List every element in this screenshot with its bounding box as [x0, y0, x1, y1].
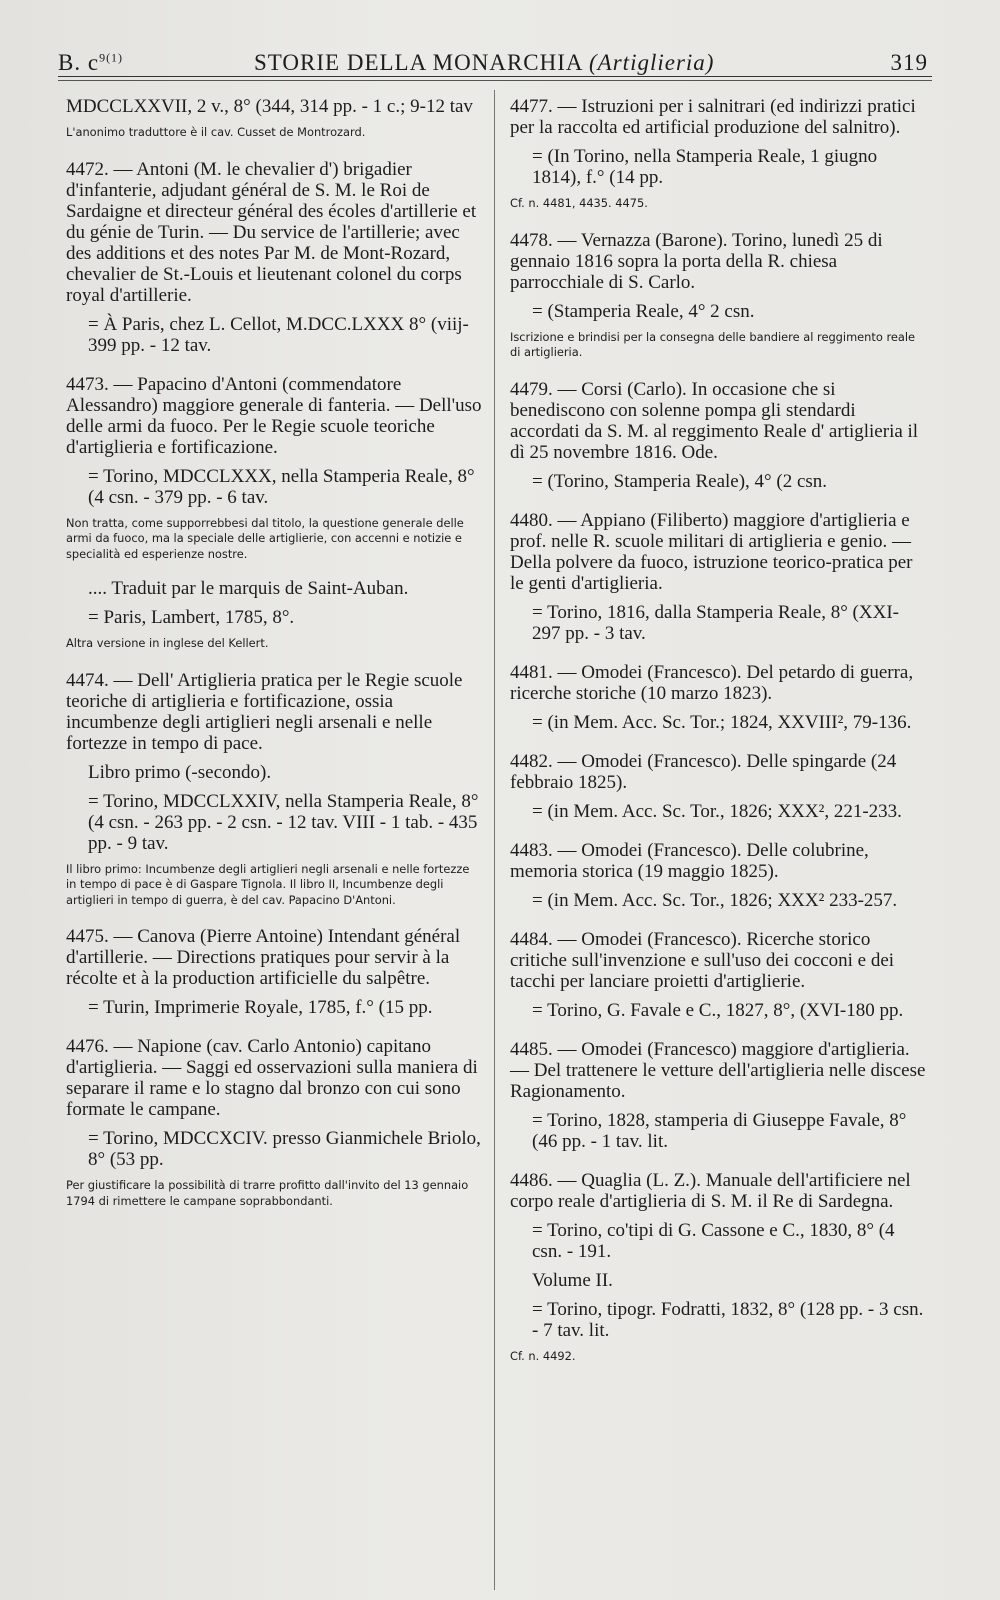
entry-4480: 4480. — Appiano (Filiberto) maggiore d'artiglieria e prof. nelle R. scuole militari di artiglieria e genio. — Della polvere da fuoco, istruzione teorico-pratica per le genti d'artiglieria. = Torino, 1816, dalla Stamperia Reale, 8° (XXI-297 pp. - 3 tav. [510, 509, 913, 644]
entry-4482: 4482. — Omodei (Francesco). Delle spingarde (24 febbraio 1825). = (in Mem. Acc. Sc. Tor., 1826; XXX², 221-233. [510, 750, 902, 822]
entry-4483: 4483. — Omodei (Francesco). Delle colubrine, memoria storica (19 maggio 1825). = (in Mem. Acc. Sc. Tor., 1826; XXX² 233-257. [510, 839, 898, 911]
entry-4486: 4486. — Quaglia (L. Z.). Manuale dell'artificiere nel corpo reale d'artiglieria di S. M. il Re di Sardegna. = Torino, co'tipi di G. Cassone e C., 1830, 8° (4 csn. - 191. Volume II. = Torino, tipogr. Fodratti, 1832, 8° (128 pp. - 3 csn. - 7 tav. lit. Cf. n. 4492. [510, 1169, 924, 1363]
entry-4472: 4472. — Antoni (M. le chevalier d') brigadier d'infanterie, adjudant général de S. M. le Roi de Sardaigne et directeur général des écoles d'artillerie et du génie de Turin. — Du service de l'artillerie; avec des additions et des notes Par M. de Mont-Rozard, chevalier de St.-Louis et lieutenant colonel du corps royal d'artillerie. = À Paris, chez L. Cellot, M.DCC.LXXX 8° (viij-399 pp. - 12 tav. [66, 158, 477, 356]
entry-4484: 4484. — Omodei (Francesco). Ricerche storico critiche sull'invenzione e sull'uso dei cocconi e dei tacchi per lanciare proietti d'artiglierie. = Torino, G. Favale e C., 1827, 8°, (XVI-180 pp. [510, 928, 904, 1021]
entry-4474: 4474. — Dell' Artiglieria pratica per le Regie scuole teoriche di artiglieria e fortificazione, ossia incumbenze degli artiglieri negli arsenali e nelle fortezze in tempo di pace. Libro primo (-secondo). = Torino, MDCCLXXIV, nella Stamperia Reale, 8° (4 csn. - 263 pp. - 2 csn. - 12 tav. VIII - 1 tab. - 435 pp. - 9 tav. Il libro primo: Incumbenze degli artiglieri negli arsenali e nelle fortezze in tempo di pace è di Gaspare Tignola. Il libro II, Incumbenze degli artiglieri in tempo di guerra, è del cav. Papacino D'Antoni. [66, 669, 479, 907]
page-number: 319 [890, 50, 928, 75]
entry-4475: 4475. — Canova (Pierre Antoine) Intendant général d'artillerie. — Directions pratiques pour servir à la récolte et à la production artificielle du salpêtre. = Turin, Imprimerie Royale, 1785, f.° (15 pp. [66, 926, 461, 1018]
entry-4479: 4479. — Corsi (Carlo). In occasione che si benediscono con solenne pompa gli stendardi accordati da S. M. al reggimento Reale d' artiglieria il dì 25 novembre 1816. Ode. = (Torino, Stamperia Reale), 4° (2 csn. [510, 378, 919, 492]
entry-continuation: MDCCLXXVII, 2 v., 8° (344, 314 pp. - 1 c.; 9-12 tav L'anonimo traduttore è il cav. Cusset de Montrozard. [66, 96, 473, 139]
entry-4478: 4478. — Vernazza (Barone). Torino, lunedì 25 di gennaio 1816 sopra la porta della R. chiesa parrocchiale di S. Carlo. = (Stamperia Reale, 4° 2 csn. Iscrizione e brindisi per la consegna delle bandiere al reggimento reale di artiglieria. [510, 229, 916, 359]
running-header [58, 38, 928, 78]
entry-4485: 4485. — Omodei (Francesco) maggiore d'artiglieria. — Del trattenere le vetture dell'artiglieria nelle discese Ragionamento. = Torino, 1828, stamperia di Giuseppe Favale, 8° (46 pp. - 1 tav. lit. [510, 1038, 926, 1152]
right-column [510, 96, 926, 1382]
left-column [66, 96, 482, 1227]
entry-4477: 4477. — Istruzioni per i salnitrari (ed indirizzi pratici per la raccolta ed artificial produzione del salnitro). = (In Torino, nella Stamperia Reale, 1 giugno 1814), f.° (14 pp. Cf. n. 4481, 4435. 4475. [510, 96, 916, 210]
signature-mark: B. $c^{9(1)}$ [58, 50, 124, 75]
header-rule-thin [58, 80, 932, 81]
entry-4473: 4473. — Papacino d'Antoni (commendatore Alessandro) maggiore generale di fanteria. — Dell'uso delle armi da fuoco. Per le Regie scuole teoriche d'artiglieria e fortificazione. = Torino, MDCCLXXX, nella Stamperia Reale, 8° (4 csn. - 379 pp. - 6 tav. Non tratta, come supporrebbesi dal titolo, la questione generale delle armi da fuoco, ma la speciale delle artiglierie, con accenni e notizie e specialità ed esperienze nostre. .... Traduit par le marquis de Saint-Auban. = Paris, Lambert, 1785, 8°. Altra versione in inglese del Kellert. [66, 373, 482, 650]
header-rule [58, 76, 932, 77]
entry-4476: 4476. — Napione (cav. Carlo Antonio) capitano d'artiglieria. — Saggi ed osservazioni sulla maniera di separare il rame e lo stagno dal bronzo con cui sono formate le campane. = Torino, MDCCXCIV. presso Gianmichele Briolo, 8° (53 pp. Per giustificare la possibilità di trarre profitto dall'invito del 13 gennaio 1794 di rimettere le campane soprabbondanti. [66, 1036, 481, 1208]
running-title: STORIE DELLA MONARCHIA (Artiglieria) [254, 50, 715, 75]
entry-4481: 4481. — Omodei (Francesco). Del petardo di guerra, ricerche storiche (10 marzo 1823). = (in Mem. Acc. Sc. Tor.; 1824, XXVIII², 79-136. [510, 661, 914, 733]
column-divider [494, 90, 495, 1590]
